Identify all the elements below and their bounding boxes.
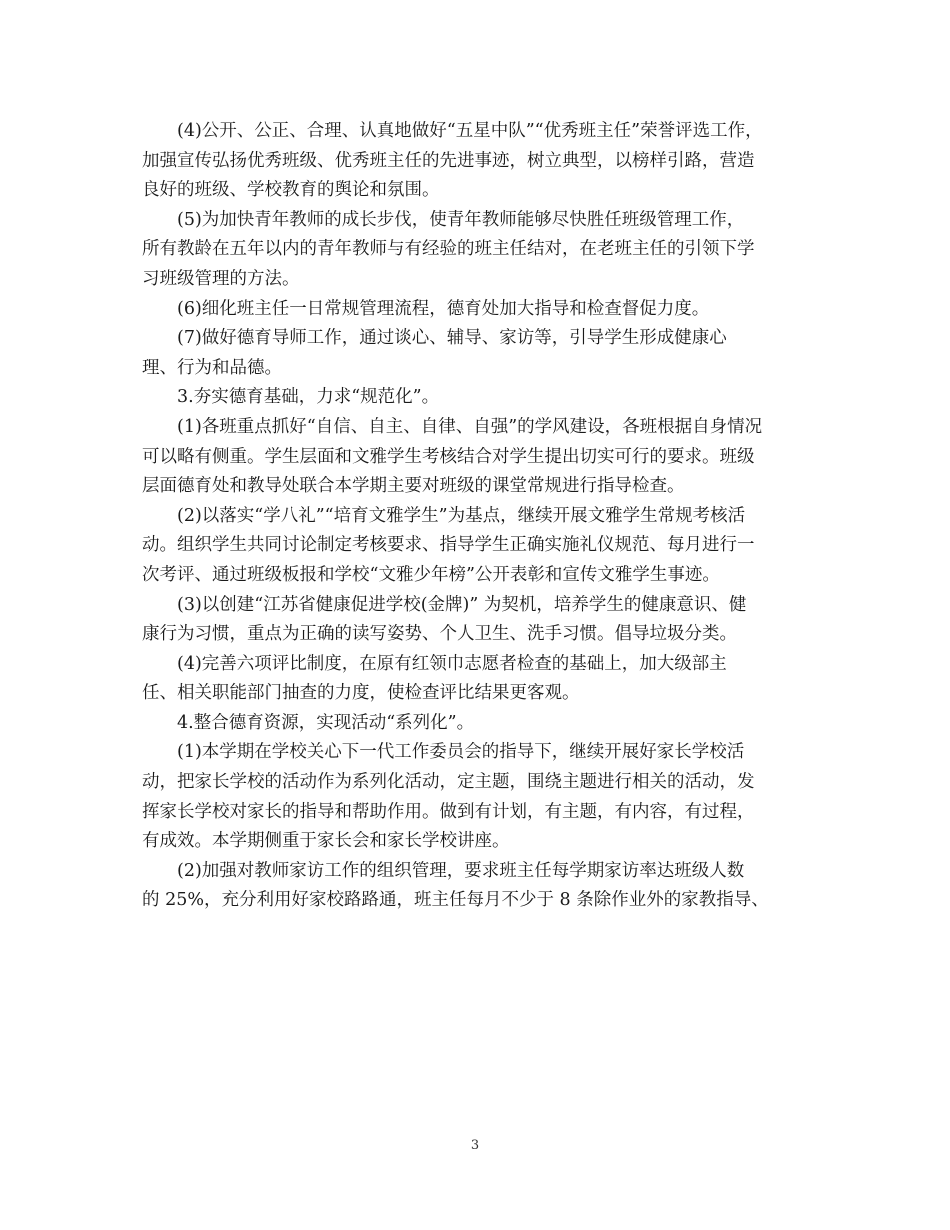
document-body [142, 117, 810, 916]
paragraph-honor-selection: (4)公开、公正、合理、认真地做好“五星中队”“优秀班主任”荣誉评选工作， 加强宣传弘扬优秀班级、优秀班主任的先进事迹，树立典型，以榜样引路，营造 良好的班级、学校教育的舆论和氛围。 [142, 121, 763, 201]
paragraph-daily-management: (6)细化班主任一日常规管理流程，德育处加大指导和检查督促力度。 [177, 298, 710, 319]
paragraph-study-style: (1)各班重点抓好“自信、自主、自律、自强”的学风建设，各班根据自身情况 可以略有侧重。学生层面和文雅学生考核结合对学生提出切实可行的要求。班级 层面德育处和教导处联合本学期主要对班级的课堂常规进行指导检查。 [142, 416, 763, 497]
paragraph-etiquette-assessment: (2)以落实“学八礼”“培育文雅学生”为基点，继续开展文雅学生常规考核活 动。组织学生共同讨论制定考核要求、指导学生正确实施礼仪规范、每月进行一 次考评、通过班级板报和学校“文雅少年榜”公开表彰和宣传文雅学生事迹。 [142, 505, 755, 585]
section-heading-serialization: 4.整合德育资源，实现活动“系列化”。 [177, 712, 475, 733]
section-heading-standardization: 3.夯实德育基础，力求“规范化”。 [177, 387, 440, 408]
page-number: 3 [470, 1138, 480, 1153]
paragraph-health-school: (3)以创建“江苏省健康促进学校(金牌)” 为契机，培养学生的健康意识、健 康行为习惯，重点为正确的读写姿势、个人卫生、洗手习惯。倡导垃圾分类。 [142, 594, 747, 645]
paragraph-home-visits: (2)加强对教师家访工作的组织管理，要求班主任每学期家访率达班级人数 的 25%，充分利用好家校路路通，班主任每月不少于 8 条除作业外的家教指导、 [142, 860, 769, 911]
paragraph-moral-tutor: (7)做好德育导师工作，通过谈心、辅导、家访等，引导学生形成健康心 理、行为和品德。 [142, 328, 727, 378]
paragraph-parent-school: (1)本学期在学校关心下一代工作委员会的指导下，继续开展好家长学校活 动，把家长学校的活动作为系列化活动，定主题，围绕主题进行相关的活动，发 挥家长学校对家长的指导和帮助作用。做到有计划，有主题，有内容，有过程， 有成效。本学期侧重于家长会和家长学校讲座。 [142, 742, 755, 852]
paragraph-evaluation-system: (4)完善六项评比制度，在原有红领巾志愿者检查的基础上，加大级部主 任、相关职能部门抽查的力度，使检查评比结果更客观。 [142, 653, 727, 704]
paragraph-young-teacher-mentoring: (5)为加快青年教师的成长步伐，使青年教师能够尽快胜任班级管理工作， 所有教龄在五年以内的青年教师与有经验的班主任结对，在老班主任的引领下学 习班级管理的方法。 [142, 209, 755, 289]
